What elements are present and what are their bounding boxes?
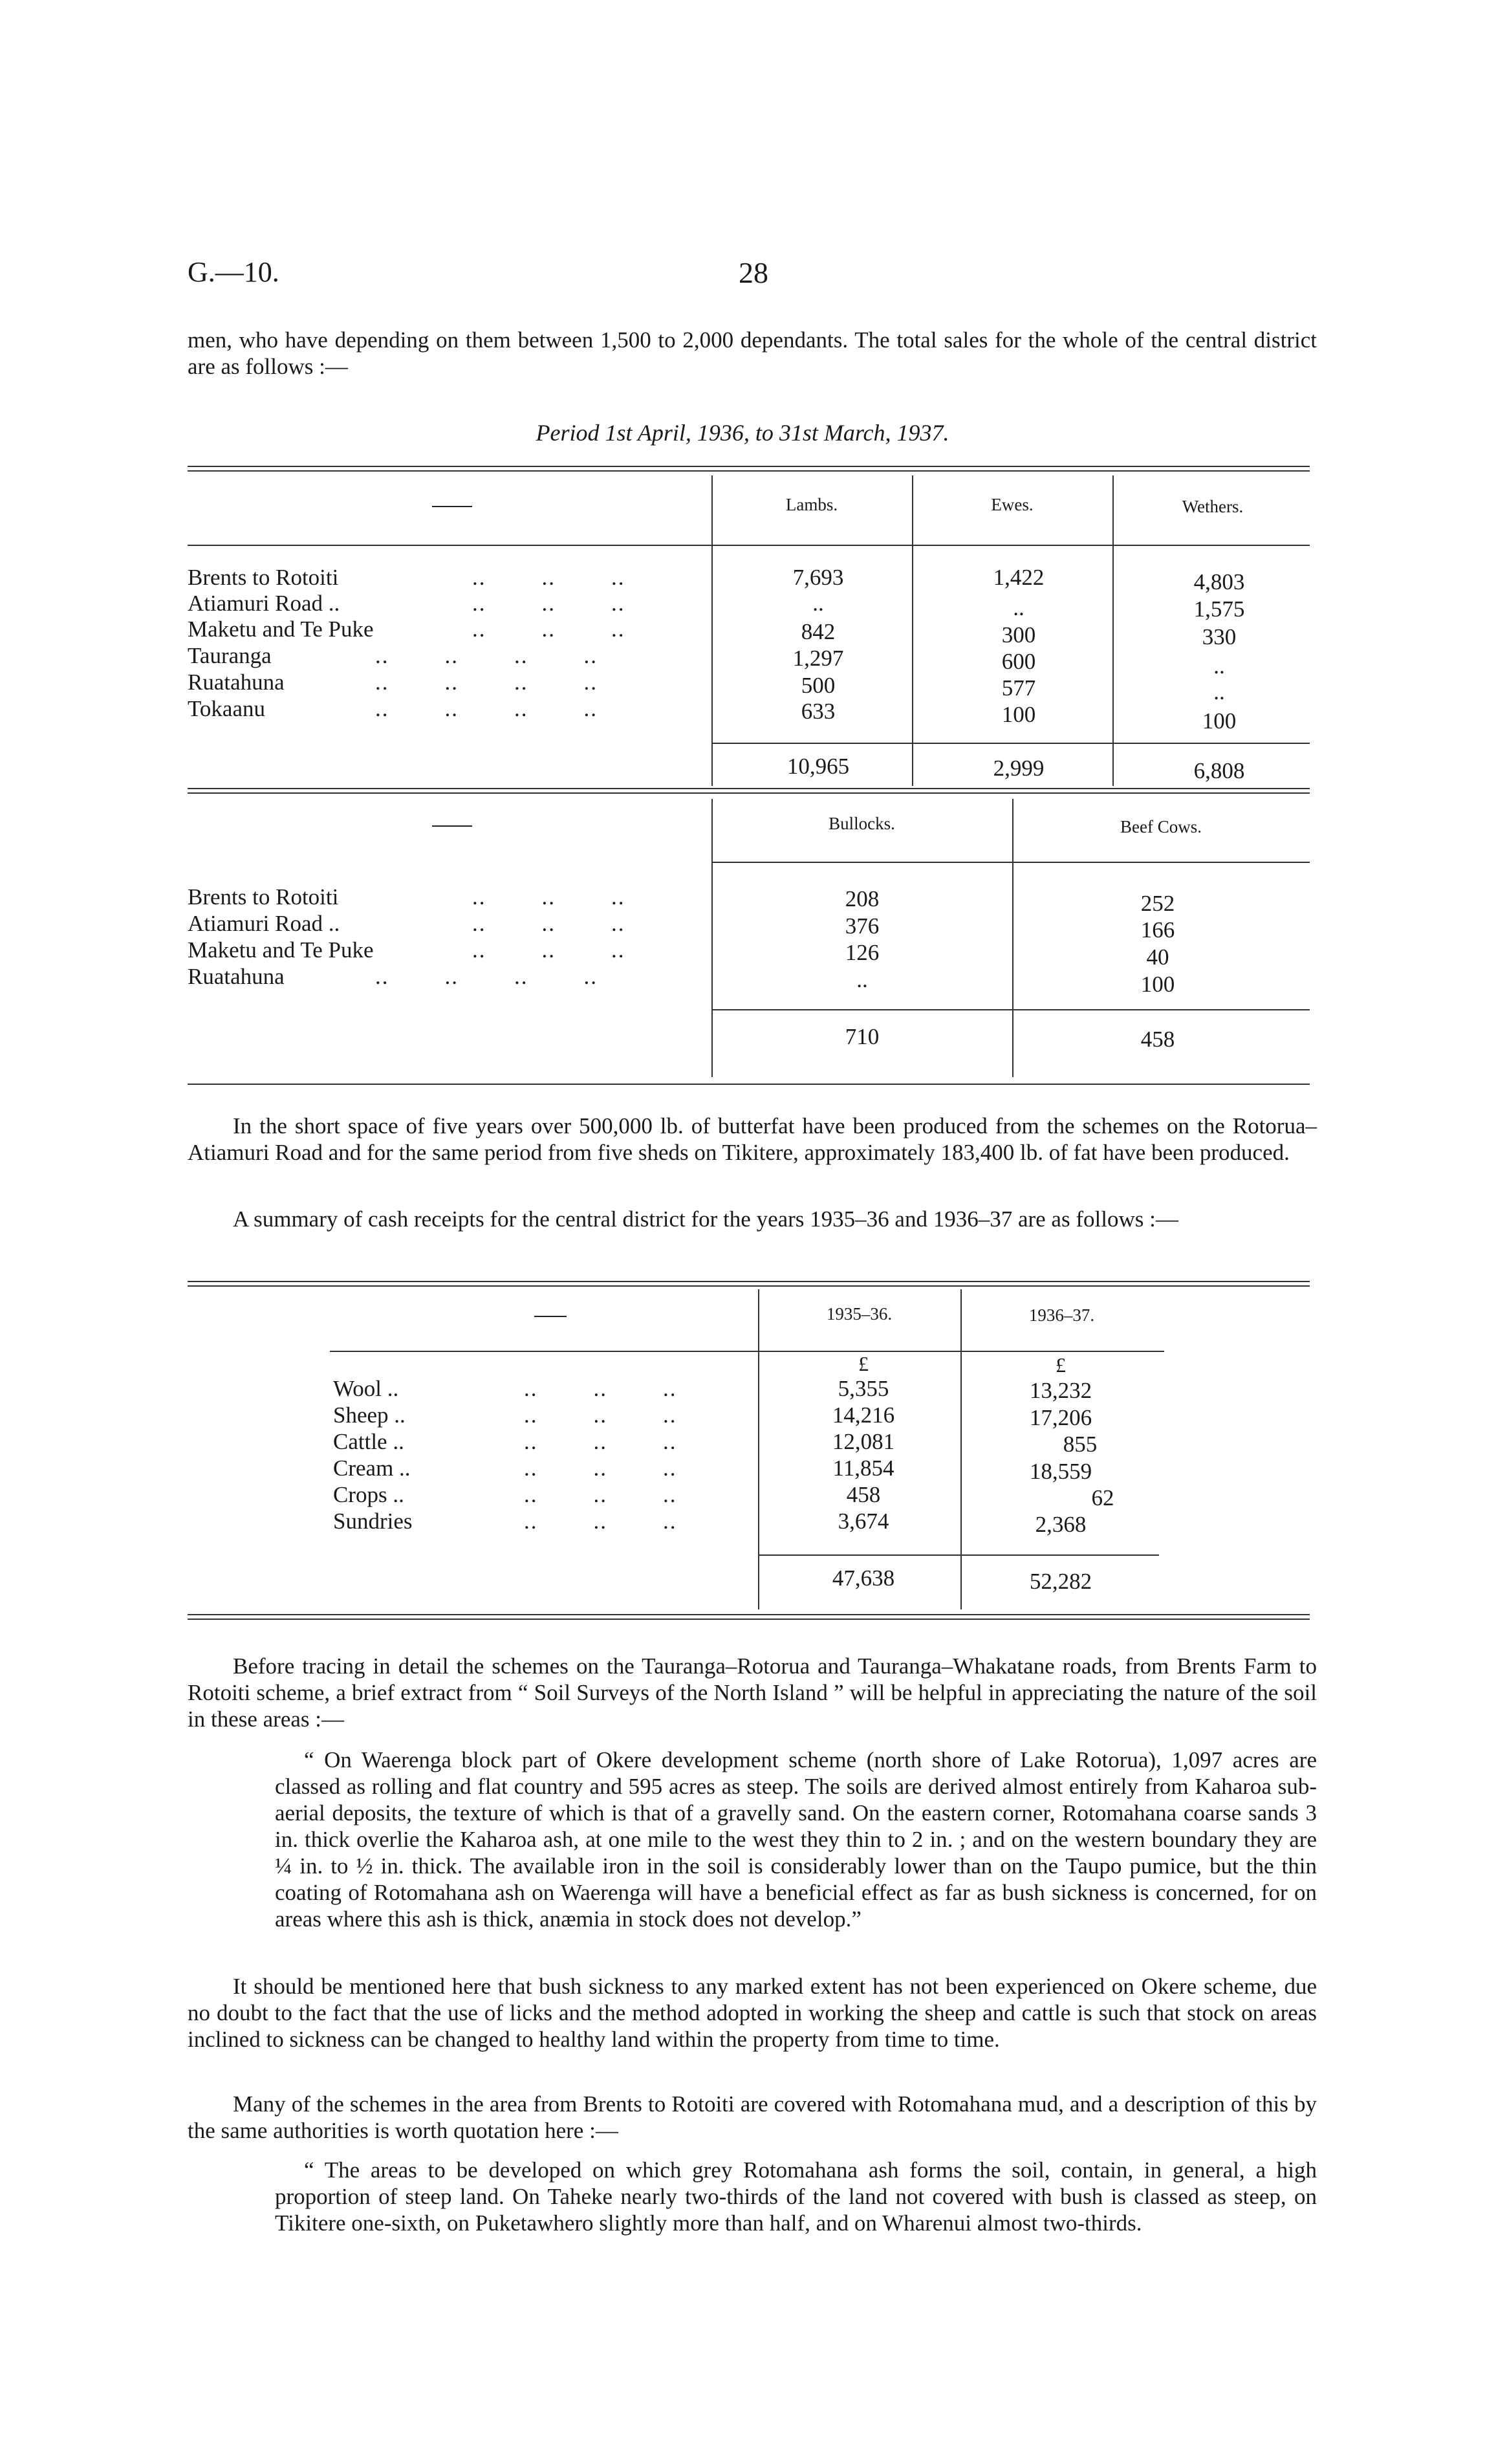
cell-value: 40 [1146,944,1169,970]
column-header-bullocks: Bullocks. [829,814,895,833]
table-rule [188,466,1310,472]
leader-dots: .. .. .. [472,616,625,642]
cell-value: 62 [1091,1485,1114,1510]
leader-dots: .. .. .. [472,884,625,910]
cell-value: 12,081 [832,1429,895,1454]
column-divider [1012,799,1013,1077]
row-label: Ruatahuna [188,964,285,989]
cell-value: 100 [1140,972,1175,997]
column-divider [711,799,713,1077]
row-label: Sundries [333,1509,413,1534]
summary-intro-paragraph: A summary of cash receipts for the central district for the years 1935–36 and 1936–37 are as follows :— [233,1206,1178,1232]
leader-dots: .. .. .. [472,937,625,963]
cell-value: 166 [1140,917,1175,943]
total-rule [711,1009,1310,1010]
leader-dots: .. .. .. .. [375,643,598,668]
leader-dots: .. .. .. [472,911,625,936]
table-rule [188,1614,1310,1620]
page-number: 28 [739,256,768,289]
leader-dots: .. .. .. [472,591,625,616]
row-label: Atiamuri Road .. [188,911,340,936]
table-rule [188,1281,1310,1287]
leader-dots: .. .. .. [524,1376,677,1401]
column-header-ewes: Ewes. [991,495,1034,514]
soil-survey-quote-rotomahana: “ The areas to be developed on which grey Rotomahana ash forms the soil, contain, in general, a high proportion of steep land. On Taheke nearly two-thirds of the land not covered with bush is classed as steep, on Tikitere one-sixth, on Puketawhero slightly more than half, and on Wharenui almost two-thirds. [275,2157,1317,2236]
column-divider [711,475,713,786]
total-value: 52,282 [1029,1569,1092,1594]
stub-header-dash [432,825,472,827]
total-rule [758,1554,1159,1556]
rotomahana-paragraph: Many of the schemes in the area from Brents to Rotoiti are covered with Rotomahana mud, and a description of this by the same authorities is worth quotation here :— [188,2091,1317,2143]
total-value: 2,999 [993,756,1045,781]
cell-value: 14,216 [832,1402,895,1428]
column-header-wethers: Wethers. [1182,497,1244,516]
total-value: 458 [1140,1027,1175,1052]
row-label: Tauranga [188,643,272,668]
bush-sickness-paragraph: It should be mentioned here that bush sickness to any marked extent has not been experienced on Okere scheme, due no doubt to the fact that the use of licks and the method adopted in working the sheep and cattle is such that stock on areas inclined to sickness can be changed to healthy land within the property from time to time. [188,1974,1317,2052]
total-value: 6,808 [1193,758,1245,783]
cell-value: 577 [1001,675,1036,701]
cell-value: 600 [1001,649,1036,674]
sales-table-caption: Period 1st April, 1936, to 31st March, 1937. [536,420,949,446]
table-rule [188,788,1310,794]
leader-dots: .. .. .. [472,565,625,590]
cell-value: 2,368 [1035,1512,1087,1537]
currency-unit: £ [1056,1353,1066,1377]
cell-value: .. [1213,679,1225,704]
stub-header-dash [432,506,472,507]
cell-value: 1,575 [1193,596,1245,622]
cell-value: .. [1013,595,1024,620]
row-label: Atiamuri Road .. [188,591,340,616]
cell-value: 252 [1140,891,1175,916]
leader-dots: .. .. .. [524,1429,677,1454]
document-reference: G.—10. [188,256,279,288]
cell-value: 330 [1202,624,1237,649]
table-rule [711,862,1310,863]
leader-dots: .. .. .. [524,1482,677,1507]
cell-value: 842 [801,619,836,644]
column-header-lambs: Lambs. [785,495,838,514]
cell-value: 208 [845,886,880,911]
column-divider [758,1289,759,1609]
cell-value: 300 [1001,622,1036,648]
currency-unit: £ [858,1352,869,1375]
cell-value: 4,803 [1193,569,1245,594]
column-divider [1112,475,1114,786]
leader-dots: .. .. .. [524,1402,677,1428]
table-rule [330,1351,1164,1352]
cell-value: 100 [1001,702,1036,727]
cell-value: 7,693 [792,565,844,590]
row-label: Ruatahuna [188,670,285,695]
row-label: Brents to Rotoiti [188,884,339,910]
cell-value: 5,355 [838,1376,889,1401]
row-label: Sheep .. [333,1402,406,1428]
row-label: Cattle .. [333,1429,404,1454]
leader-dots: .. .. .. .. [375,670,598,695]
row-label: Wool .. [333,1376,399,1401]
cell-value: .. [856,967,868,992]
leader-dots: .. .. .. .. [375,964,598,989]
table-rule [188,545,1310,546]
cell-value: 855 [1063,1432,1098,1457]
column-header-1936-37: 1936–37. [1028,1305,1095,1325]
row-label: Cream .. [333,1456,411,1481]
cell-value: 126 [845,940,880,965]
cell-value: 500 [801,673,836,698]
stub-header-dash [534,1316,567,1317]
cell-value: 458 [846,1482,881,1507]
total-value: 710 [845,1024,880,1049]
table-rule [188,1084,1310,1085]
butterfat-paragraph: In the short space of five years over 500,000 lb. of butterfat have been produced from the schemes on the Rotorua–Atiamuri Road and for the same period from five sheds on Tikitere, approximately 183,400 lb. of fat have been produced. [188,1113,1317,1165]
cell-value: 17,206 [1029,1405,1092,1430]
cell-value: 1,297 [792,646,844,671]
leader-dots: .. .. .. .. [375,696,598,721]
row-label: Crops .. [333,1482,404,1507]
leader-dots: .. .. .. [524,1456,677,1481]
soil-survey-quote-okere: “ On Waerenga block part of Okere development scheme (north shore of Lake Rotorua), 1,097 acres are classed as rolling and flat country and 595 acres as steep. The soils are derived almost entirely from Kaharoa sub-aerial deposits, the texture of which is that of a gravelly sand. On the eastern corner, Rotomahana coarse sands 3 in. thick overlie the Kaharoa ash, at one mile to the west they thin to 2 in. ; and on the western boundary they are ¼ in. to ½ in. thick. The available iron in the soil is considerably lower than on the Taupo pumice, but the thin coating of Rotomahana ash on Waerenga will have a beneficial effect as far as bush sickness is concerned, for on areas where this ash is thick, anæmia in stock does not develop.” [275,1747,1317,1932]
total-value: 47,638 [832,1565,895,1591]
cell-value: 376 [845,913,880,939]
cell-value: 13,232 [1029,1378,1092,1403]
column-header-1935-36: 1935–36. [826,1304,893,1324]
cell-value: 1,422 [993,565,1045,590]
leader-dots: .. .. .. [524,1509,677,1534]
column-divider [912,475,913,786]
row-label: Tokaanu [188,696,266,721]
cell-value: 3,674 [838,1509,889,1534]
cell-value: .. [812,591,824,616]
column-header-beef-cows: Beef Cows. [1120,817,1202,836]
total-value: 10,965 [786,754,850,779]
row-label: Maketu and Te Puke [188,937,374,963]
intro-paragraph: men, who have depending on them between 1,500 to 2,000 dependants. The total sales for the whole of the central district are as follows :— [188,327,1317,379]
total-rule [711,743,1310,744]
before-tracing-paragraph: Before tracing in detail the schemes on the Tauranga–Rotorua and Tauranga–Whakatane roads, from Brents Farm to Rotoiti scheme, a brief extract from “ Soil Surveys of the North Island ” will be helpful in appreciating the nature of the soil in these areas :— [188,1653,1317,1732]
cell-value: 633 [801,699,836,724]
column-divider [960,1289,962,1609]
cell-value: 11,854 [832,1456,894,1481]
row-label: Maketu and Te Puke [188,616,374,642]
row-label: Brents to Rotoiti [188,565,339,590]
cell-value: .. [1213,653,1225,679]
cell-value: 100 [1202,708,1237,734]
cell-value: 18,559 [1029,1459,1092,1484]
